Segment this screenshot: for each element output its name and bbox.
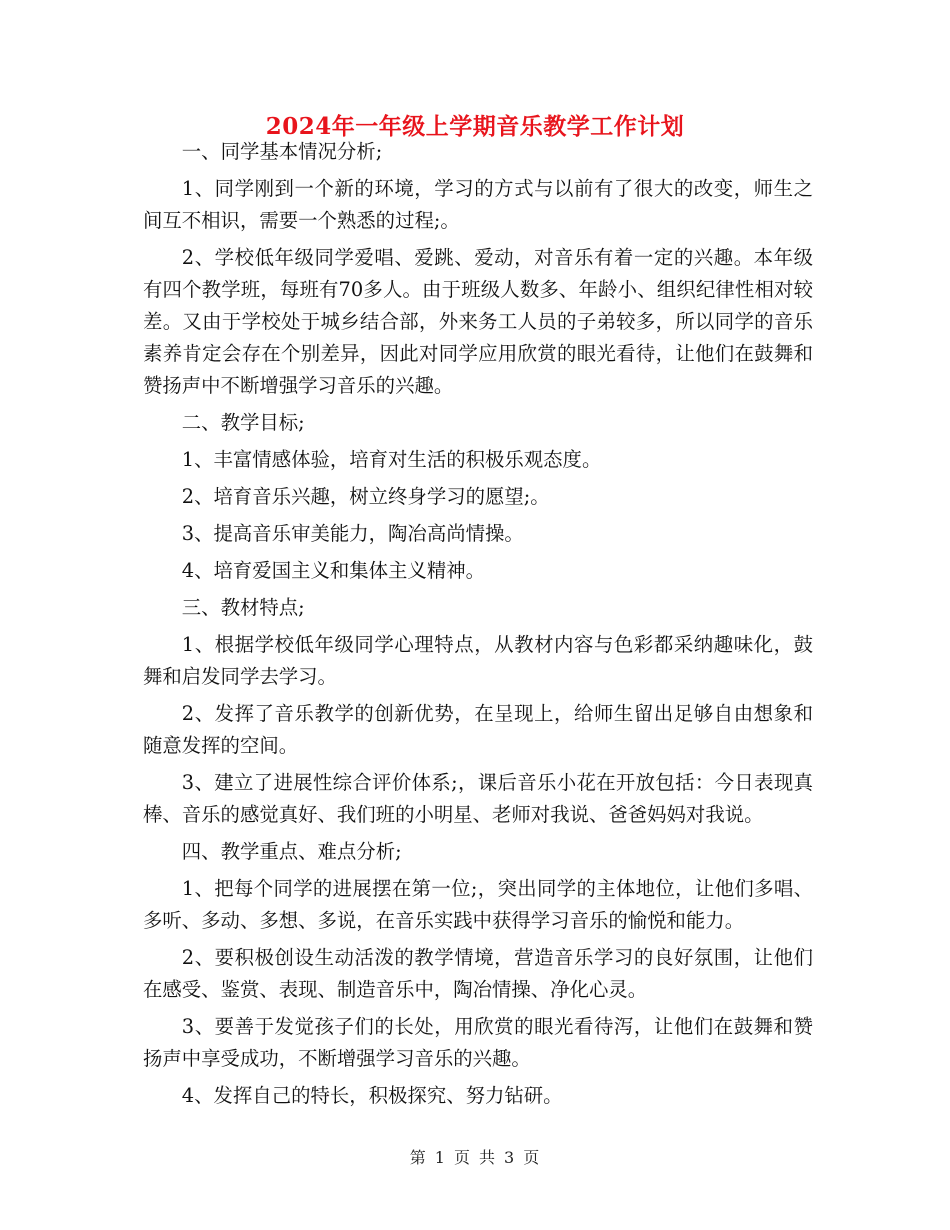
footer-total-unit: 页	[523, 1148, 541, 1167]
paragraph: 3、要善于发觉孩子们的长处，用欣赏的眼光看待泻，让他们在鼓舞和赞扬声中享受成功，不断增强学习音乐的兴趣。	[143, 1015, 813, 1070]
section-heading-4: 四、教学重点、难点分析;	[181, 840, 402, 863]
section-heading-2: 二、教学目标;	[181, 411, 305, 434]
paragraph: 1、同学刚到一个新的环境，学习的方式与以前有了很大的改变，师生之间互不相识，需要一个熟悉的过程;。	[143, 177, 813, 232]
section-heading-3: 三、教材特点;	[181, 596, 305, 619]
paragraph: 2、发挥了音乐教学的创新优势，在呈现上，给师生留出足够自由想象和随意发挥的空间。	[143, 702, 813, 757]
footer-page-total: 3	[504, 1148, 516, 1167]
footer-page-unit: 页	[453, 1148, 471, 1167]
paragraph: 2、学校低年级同学爱唱、爱跳、爱动，对音乐有着一定的兴趣。本年级有四个教学班，每班有70多人。由于班级人数多、年龄小、组织纪律性相对较差。又由于学校处于城乡结合部，外来务工人员的子弟较多，所以同学的音乐素养肯定会存在个别差异，因此对同学应用欣赏的眼光看待，让他们在鼓舞和赞扬声中不断增强学习音乐的兴趣。	[143, 246, 813, 397]
page-footer	[0, 1145, 950, 1168]
footer-total-word: 共	[479, 1148, 497, 1167]
paragraph: 4、发挥自己的特长，积极探究、努力钻研。	[181, 1084, 563, 1107]
paragraph: 1、根据学校低年级同学心理特点，从教材内容与色彩都采纳趣味化，鼓舞和启发同学去学习。	[143, 633, 813, 688]
paragraph: 2、要积极创设生动活泼的教学情境，营造音乐学习的良好氛围，让他们在感受、鉴赏、表现、制造音乐中，陶冶情操、净化心灵。	[143, 946, 813, 1001]
paragraph: 1、把每个同学的进展摆在第一位;，突出同学的主体地位，让他们多唱、多听、多动、多想、多说，在音乐实践中获得学习音乐的愉悦和能力。	[143, 877, 813, 932]
footer-page-current: 1	[434, 1148, 446, 1167]
footer-page-word: 第	[409, 1148, 427, 1167]
section-heading-1: 一、同学基本情况分析;	[181, 140, 383, 163]
paragraph: 4、培育爱国主义和集体主义精神。	[181, 559, 485, 582]
document-title: 2024年一年级上学期音乐教学工作计划	[265, 113, 685, 140]
paragraph: 1、丰富情感体验，培育对生活的积极乐观态度。	[181, 448, 602, 471]
paragraph: 3、提高音乐审美能力，陶冶高尚情操。	[181, 522, 524, 545]
paragraph: 2、培育音乐兴趣，树立终身学习的愿望;。	[181, 485, 550, 508]
paragraph: 3、建立了进展性综合评价体系;，课后音乐小花在开放包括：今日表现真棒、音乐的感觉真好、我们班的小明星、老师对我说、爸爸妈妈对我说。	[143, 771, 813, 826]
document-body	[143, 136, 813, 1112]
